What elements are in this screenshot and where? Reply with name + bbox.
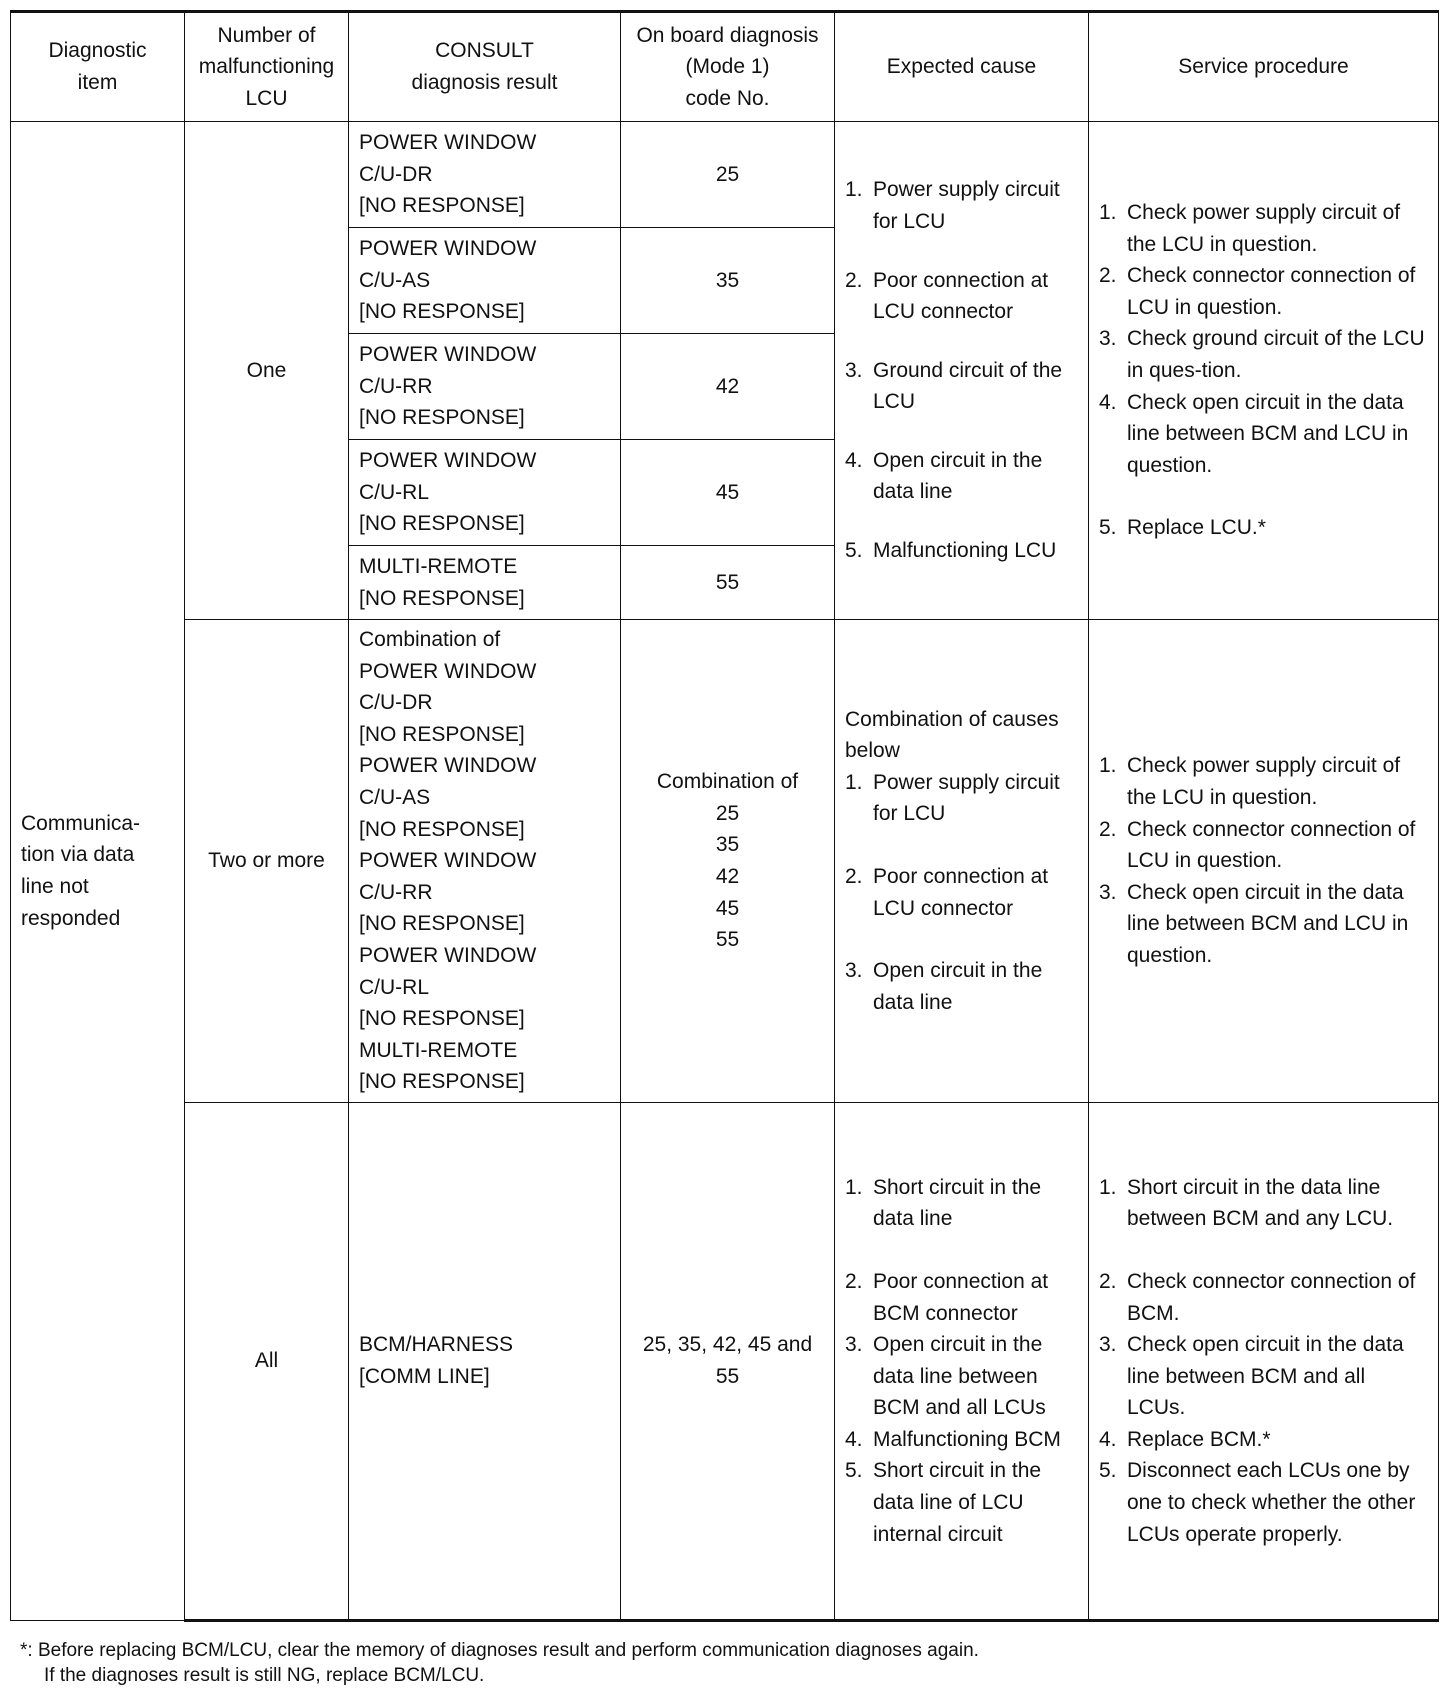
obd-code-cell: 42 [621,334,835,440]
header-expected-cause: Expected cause [835,12,1089,122]
cause-intro: Combination of causes below [845,707,1059,763]
consult-result-cell: POWER WINDOW C/U-DR [NO RESPONSE] [349,122,621,228]
list-item: 3. Ground circuit of the LCU [845,358,1063,414]
footnote-line-2: If the diagnoses result is still NG, replace BCM/LCU. [44,1665,485,1686]
list-item: 5. Short circuit in the data line of LCU internal circuit [845,1459,1042,1546]
list-item: 2. Poor connection at LCU connector [845,865,1049,920]
list-item: 3. Check open circuit in the data line between BCM and LCU in question. [1099,880,1409,967]
service-procedure-cell-one [1089,122,1439,620]
table-row-one-dr [11,122,1439,228]
table-row-all [11,1103,1439,1621]
list-item: 2. Check connector connection of LCU in question. [1099,817,1416,873]
service-procedure-cell-all [1089,1103,1439,1621]
obd-code-cell: 45 [621,440,835,546]
cause-list-one [845,174,1078,566]
consult-result-cell: POWER WINDOW C/U-RR [NO RESPONSE] [349,334,621,440]
list-item: 3. Check open circuit in the data line between BCM and all LCUs. [1099,1333,1404,1420]
table-row-two-or-more [11,620,1439,1103]
consult-result-cell: MULTI-REMOTE [NO RESPONSE] [349,546,621,620]
list-item: 4. Replace BCM.* [1099,1427,1271,1451]
group-label-one: One [185,122,349,620]
expected-cause-cell-two-or-more [835,620,1089,1103]
list-item: 1. Power supply circuit for LCU [845,178,1060,233]
list-item: 2. Check connector connection of BCM. [1099,1269,1416,1325]
list-item: 2. Poor connection at LCU connector [845,268,1049,324]
cause-list-all [845,1172,1078,1551]
list-item: 1. Check power supply circuit of the LCU in question. [1099,201,1401,256]
expected-cause-cell-one [835,122,1089,620]
service-procedure-cell-two-or-more [1089,620,1439,1103]
obd-code-cell: 25, 35, 42, 45 and 55 [621,1103,835,1621]
header-number-malfunctioning-lcu: Number of malfunctioning LCU [185,12,349,122]
group-label-all: All [185,1103,349,1621]
list-item: 1. Check power supply circuit of the LCU in question. [1099,754,1401,810]
header-obd-code: On board diagnosis (Mode 1) code No. [621,12,835,122]
consult-result-cell: POWER WINDOW C/U-RL [NO RESPONSE] [349,440,621,546]
list-item: 5. Replace LCU.* [1099,516,1266,540]
list-item: 1. Short circuit in the data line [845,1175,1042,1231]
obd-code-cell: 55 [621,546,835,620]
footnote-line-1: *: Before replacing BCM/LCU, clear the memory of diagnoses result and perform communication diagnoses again. [20,1640,979,1661]
header-diagnostic-item: Diagnostic item [11,12,185,122]
list-item: 1. Short circuit in the data line between BCM and any LCU. [1099,1175,1394,1231]
obd-code-cell: Combination of 25 35 42 45 55 [621,620,835,1103]
obd-code-cell: 25 [621,122,835,228]
obd-code-cell: 35 [621,228,835,334]
consult-result-cell: BCM/HARNESS [COMM LINE] [349,1103,621,1621]
list-item: 3. Open circuit in the data line [845,959,1043,1014]
header-consult-result: CONSULT diagnosis result [349,12,621,122]
list-item: 4. Open circuit in the data line [845,448,1043,504]
list-item: 3. Open circuit in the data line between BCM and all LCUs [845,1333,1046,1420]
diagnostic-item-cell: Communica- tion via data line not responded [11,122,185,1621]
procedure-list-two-or-more [1099,750,1428,971]
diagnosis-table [10,10,1439,1622]
footnote [20,1638,1420,1688]
header-row [11,12,1439,122]
list-item: 1. Power supply circuit for LCU [845,770,1060,826]
list-item: 3. Check ground circuit of the LCU in ques-tion. [1099,327,1425,382]
consult-result-cell: Combination of POWER WINDOW C/U-DR [NO RESPONSE] POWER WINDOW C/U-AS [NO RESPONSE] POWER WINDOW C/U-RR [NO RESPONSE] POWER WINDOW C/U-RL [NO RESPONSE] MULTI-REMOTE [NO RESPONSE] [349,620,621,1103]
procedure-list-one [1099,197,1428,544]
expected-cause-cell-all [835,1103,1089,1621]
list-item: 5. Disconnect each LCUs one by one to check whether the other LCUs operate properly. [1099,1459,1416,1546]
list-item: 2. Check connector connection of LCU in question. [1099,264,1416,319]
cause-list-two-or-more [845,767,1078,1019]
procedure-list-all [1099,1172,1428,1551]
group-label-two-or-more: Two or more [185,620,349,1103]
list-item: 2. Poor connection at BCM connector [845,1269,1049,1325]
list-item: 5. Malfunctioning LCU [845,539,1057,563]
consult-result-cell: POWER WINDOW C/U-AS [NO RESPONSE] [349,228,621,334]
list-item: 4. Check open circuit in the data line between BCM and LCU in question. [1099,390,1409,477]
header-service-procedure: Service procedure [1089,12,1439,122]
list-item: 4. Malfunctioning BCM [845,1427,1061,1451]
